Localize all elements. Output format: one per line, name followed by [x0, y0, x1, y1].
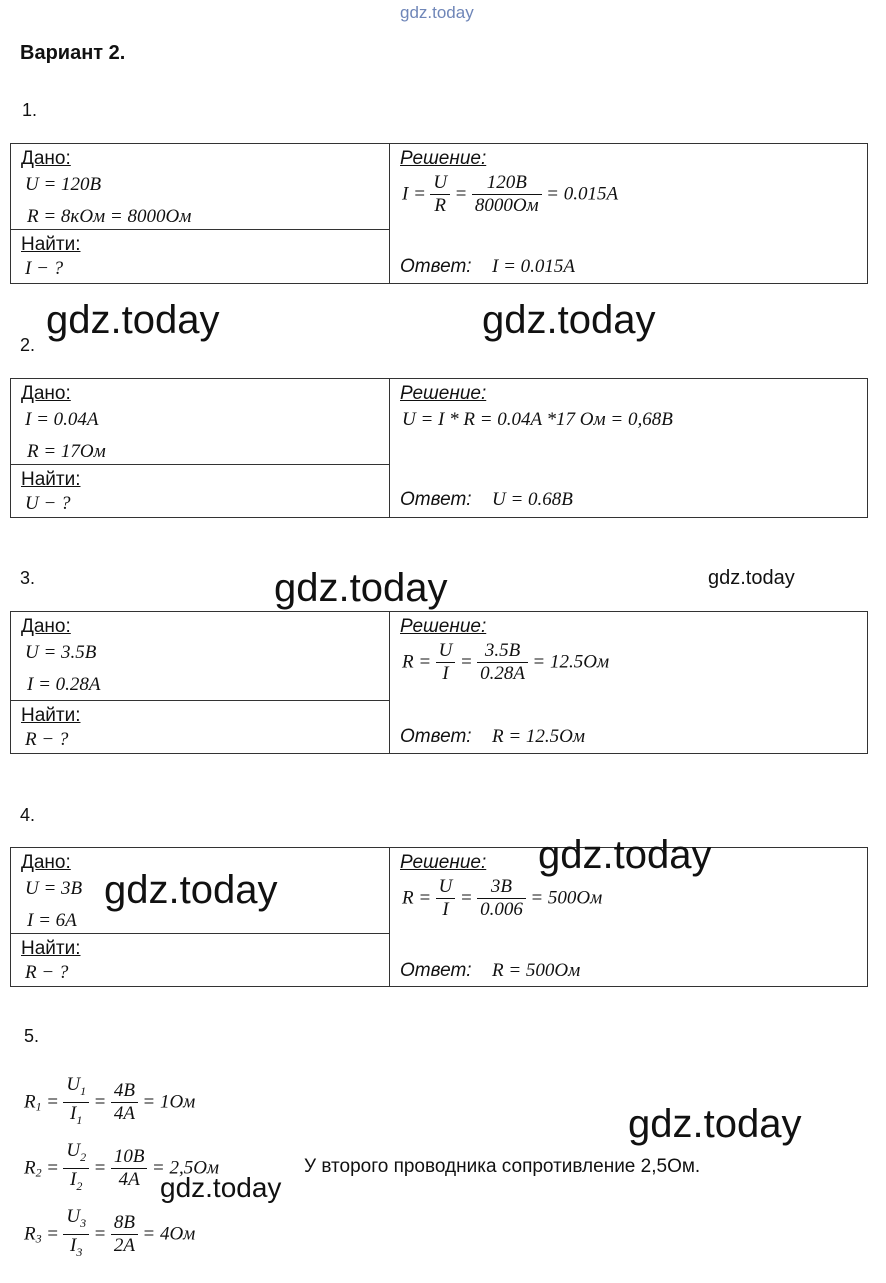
task-1-number: 1. [22, 100, 38, 120]
task-1-find: I − ? [25, 258, 64, 279]
task-3-find-cell [11, 701, 390, 754]
given-label: Дано: [21, 383, 71, 404]
fraction: $\frac{120B}{8000Ом}$ [472, 172, 542, 217]
task-2-table [10, 378, 868, 518]
task-5-formula-3: $R_3$ = $\frac{U_3}{I_3}$ = $\frac{8B}{2A}$ = 4Ом [24, 1206, 196, 1259]
task-3-given-cell [11, 612, 390, 701]
task-5-formula-1: $R_1$ = $\frac{U_1}{I_1}$ = $\frac{4B}{4A}$ = 1Ом [24, 1074, 196, 1127]
task-3-find: R − ? [25, 729, 69, 750]
watermark: gdz.today [628, 1102, 802, 1146]
watermark: gdz.today [160, 1172, 282, 1203]
page-title: Вариант 2. [20, 42, 126, 64]
task-5-conclusion: У второго проводника сопротивление 2,5Ом. [304, 1156, 701, 1177]
task-2-given-cell [11, 379, 390, 465]
fraction: $\frac{U}{R}$ [430, 172, 450, 217]
task-4-solution-formula [402, 876, 602, 921]
formula-eq: = [459, 887, 473, 909]
formula-eq: = [454, 183, 468, 205]
formula-rhs: = 0.015A [546, 183, 619, 205]
task-4-given-1: I = 6A [27, 910, 77, 931]
fraction: $\frac{3.5B}{0.28A}$ [477, 640, 528, 685]
task-1-solution-cell [390, 144, 868, 284]
task-4-find: R − ? [25, 962, 69, 983]
task-4-given-0: U = 3B [25, 878, 83, 899]
task-3-table [10, 611, 868, 754]
formula-eq: = [459, 651, 473, 673]
formula-lhs: I = [402, 183, 426, 205]
fraction: $\frac{U}{I}$ [436, 876, 456, 921]
task-3-solution-cell [390, 612, 868, 754]
formula-lhs: R = [402, 651, 432, 673]
task-2-given-0: I = 0.04A [25, 409, 99, 430]
find-label: Найти: [21, 234, 81, 255]
answer-label: Ответ: [400, 489, 472, 510]
watermark: gdz.today [708, 567, 795, 589]
answer-label: Ответ: [400, 726, 472, 747]
task-1-table [10, 143, 868, 284]
watermark: gdz.today [274, 566, 448, 610]
task-2-find-cell [11, 465, 390, 518]
task-3-answer: R = 12.5Ом [492, 726, 586, 747]
task-2-solution-cell [390, 379, 868, 518]
task-3-given-1: I = 0.28A [27, 674, 101, 695]
find-label: Найти: [21, 469, 81, 490]
find-label: Найти: [21, 938, 81, 959]
formula-rhs: = 12.5Ом [532, 651, 610, 673]
task-1-solution-formula [402, 172, 618, 217]
task-1-find-cell [11, 230, 390, 284]
task-4-answer: R = 500Ом [492, 960, 581, 981]
task-2-find: U − ? [25, 493, 71, 514]
fraction: $\frac{U}{I}$ [436, 640, 456, 685]
formula-rhs: = 500Ом [530, 887, 603, 909]
task-1-answer: I = 0.015A [492, 256, 576, 277]
given-label: Дано: [21, 616, 71, 637]
task-5-formula-2: $R_2$ = $\frac{U_2}{I_2}$ = $\frac{10B}{4A}$ = 2,5Ом [24, 1140, 220, 1193]
task-3-solution-formula [402, 640, 609, 685]
watermark-top: gdz.today [400, 3, 474, 22]
task-2-solution-formula: U = I * R = 0.04A *17 Ом = 0,68В [402, 409, 673, 430]
solution-label: Решение: [400, 383, 487, 404]
solution-label: Решение: [400, 148, 487, 169]
fraction: $\frac{3B}{0.006}$ [477, 876, 526, 921]
solution-label: Решение: [400, 616, 487, 637]
task-3-given-0: U = 3.5B [25, 642, 97, 663]
watermark: gdz.today [104, 868, 278, 912]
watermark: gdz.today [46, 298, 220, 342]
watermark: gdz.today [482, 298, 656, 342]
task-1-given-cell [11, 144, 390, 230]
task-2-given-1: R = 17Ом [27, 441, 106, 462]
task-1-given-1: R = 8кОм = 8000Ом [27, 206, 192, 227]
watermark: gdz.today [538, 833, 712, 877]
task-4-number: 4. [20, 805, 36, 825]
formula-lhs: R = [402, 887, 432, 909]
answer-label: Ответ: [400, 256, 472, 277]
task-2-answer: U = 0.68B [492, 489, 573, 510]
task-2-number: 2. [20, 335, 36, 355]
task-3-number: 3. [20, 568, 36, 588]
find-label: Найти: [21, 705, 81, 726]
answer-label: Ответ: [400, 960, 472, 981]
given-label: Дано: [21, 148, 71, 169]
solution-label: Решение: [400, 852, 487, 873]
task-1-given-0: U = 120B [25, 174, 102, 195]
task-5-number: 5. [24, 1026, 40, 1046]
task-4-find-cell [11, 934, 390, 987]
given-label: Дано: [21, 852, 71, 873]
